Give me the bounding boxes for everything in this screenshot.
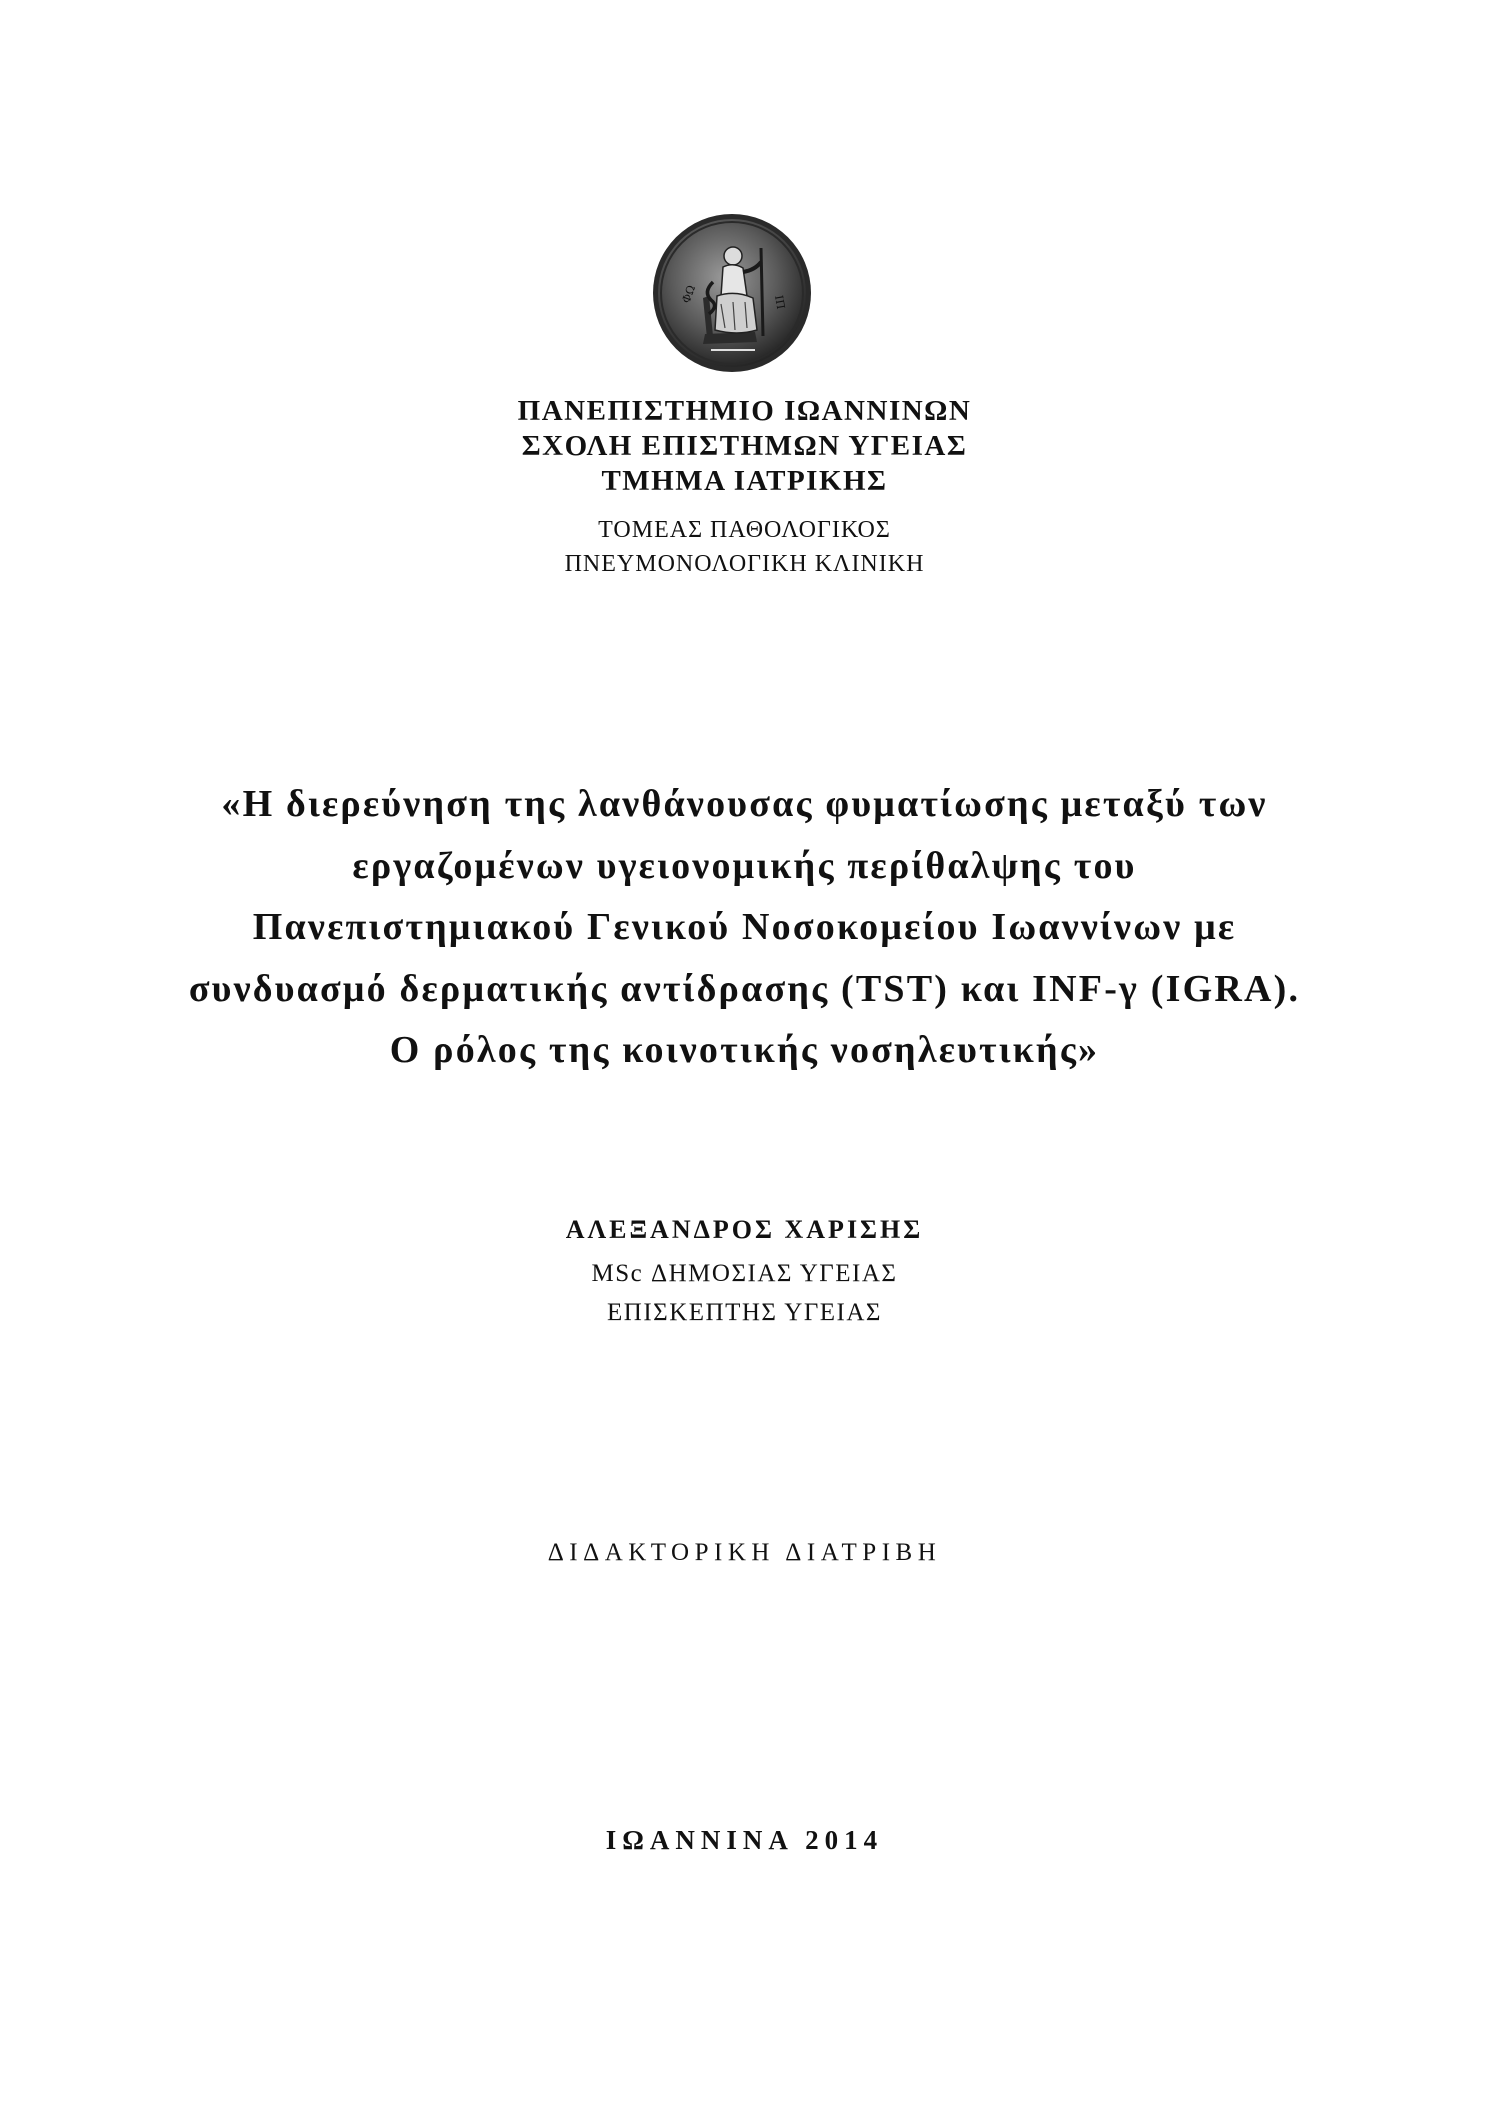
university-name: ΠΑΝΕΠΙΣΤΗΜΙΟ ΙΩΑΝΝΙΝΩΝ [517, 395, 972, 427]
title-line: Πανεπιστημιακού Γενικού Νοσοκομείου Ιωαννίνων με [252, 906, 1237, 948]
thesis-title [0, 774, 1489, 1082]
title-line: «Η διερεύνηση της λανθάνουσας φυματίωσης μεταξύ των [221, 783, 1268, 825]
thesis-type: ΔΙΔΑΚΤΟΡΙΚΗ ΔΙΑΤΡΙΒΗ [547, 1539, 942, 1566]
university-coin-seal-icon [651, 212, 813, 374]
author-name: ΑΛΕΞΑΝΔΡΟΣ ΧΑΡΙΣΗΣ [565, 1215, 924, 1244]
seal-legend-left: ΦΩ [679, 283, 699, 306]
author-profession: ΕΠΙΣΚΕΠΤΗΣ ΥΓΕΙΑΣ [607, 1299, 882, 1326]
school-name: ΣΧΟΛΗ ΕΠΙΣΤΗΜΩΝ ΥΓΕΙΑΣ [521, 430, 968, 462]
place-year: ΙΩΑΝΝΙΝΑ 2014 [605, 1825, 884, 1855]
title-line: συνδυασμό δερματικής αντίδρασης (TST) και INF-γ (IGRA). [188, 967, 1301, 1010]
title-line: Ο ρόλος της κοινοτικής νοσηλευτικής» [389, 1029, 1100, 1071]
institution-block [0, 394, 1489, 499]
clinic-name: ΠΝΕΥΜΟΝΟΛΟΓΙΚΗ ΚΛΙΝΙΚΗ [564, 551, 925, 577]
title-line: εργαζομένων υγειονομικής περίθαλψης του [352, 844, 1137, 887]
department-name: ΤΜΗΜΑ ΙΑΤΡΙΚΗΣ [601, 465, 888, 497]
seal-legend-right: ΙΠ [772, 294, 788, 311]
author-degree: MSc ΔΗΜΟΣΙΑΣ ΥΓΕΙΑΣ [591, 1260, 898, 1287]
sector-name: ΤΟΜΕΑΣ ΠΑΘΟΛΟΓΙΚΟΣ [598, 517, 891, 543]
division-block [0, 513, 1489, 581]
